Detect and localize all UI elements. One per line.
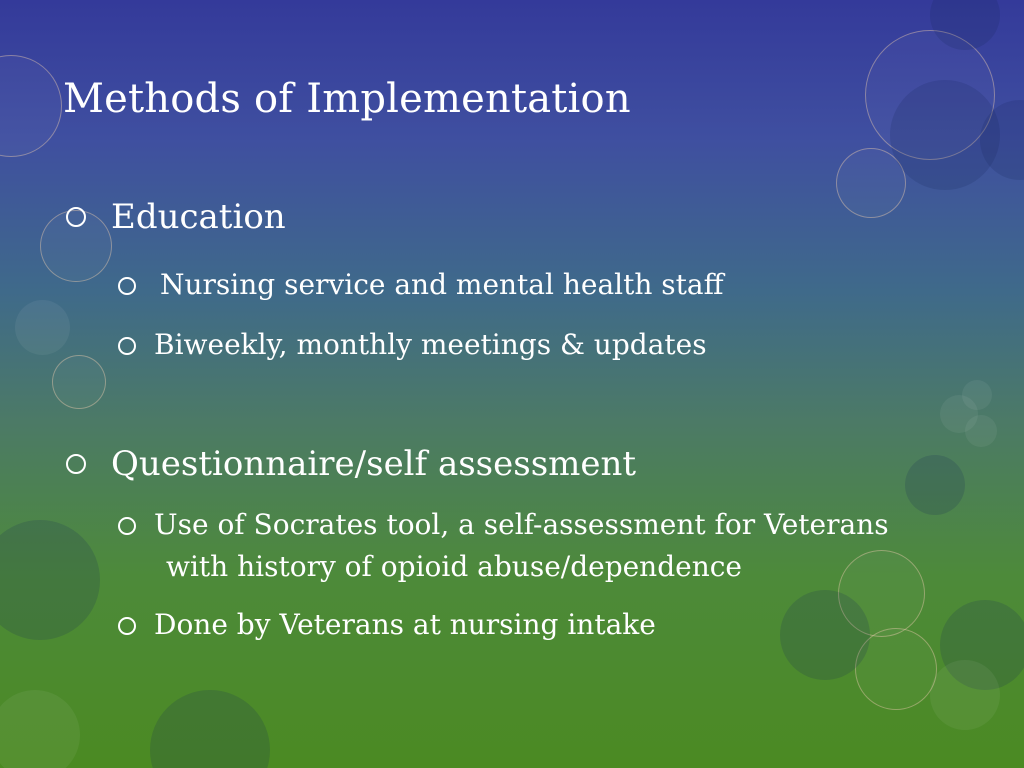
circle-bullet-icon — [118, 517, 136, 535]
circle-bullet-icon — [66, 207, 86, 227]
sub-bullet-intake — [118, 608, 818, 646]
sub-bullet-meetings — [118, 328, 818, 366]
circle-bullet-icon — [118, 617, 136, 635]
bokeh-circle — [0, 690, 80, 768]
bokeh-circle — [15, 300, 70, 355]
bullet-questionnaire — [66, 444, 766, 488]
sub-bullet-continuation: with history of opioid abuse/dependence — [166, 550, 742, 583]
circle-bullet-icon — [66, 454, 86, 474]
bokeh-circle — [930, 660, 1000, 730]
sub-bullet-text: Nursing service and mental health staff — [160, 268, 724, 301]
bokeh-circle — [52, 355, 106, 409]
bokeh-circle — [965, 415, 997, 447]
circle-bullet-icon — [118, 337, 136, 355]
sub-bullet-text: Done by Veterans at nursing intake — [154, 608, 656, 641]
sub-bullet-text: Biweekly, monthly meetings & updates — [154, 328, 707, 361]
sub-bullet-socrates — [118, 508, 938, 588]
bokeh-circle — [150, 690, 270, 768]
bullet-education — [66, 197, 466, 241]
bokeh-circle — [0, 55, 62, 157]
slide-title: Methods of Implementation — [63, 76, 631, 122]
bokeh-circle — [962, 380, 992, 410]
bullet-text: Education — [111, 197, 286, 237]
bullet-text: Questionnaire/self assessment — [111, 444, 637, 484]
circle-bullet-icon — [118, 277, 136, 295]
bokeh-circle — [0, 520, 100, 640]
bokeh-circle — [905, 455, 965, 515]
sub-bullet-text: Use of Socrates tool, a self-assessment for Veterans — [154, 508, 889, 541]
sub-bullet-nursing-staff — [118, 268, 818, 306]
